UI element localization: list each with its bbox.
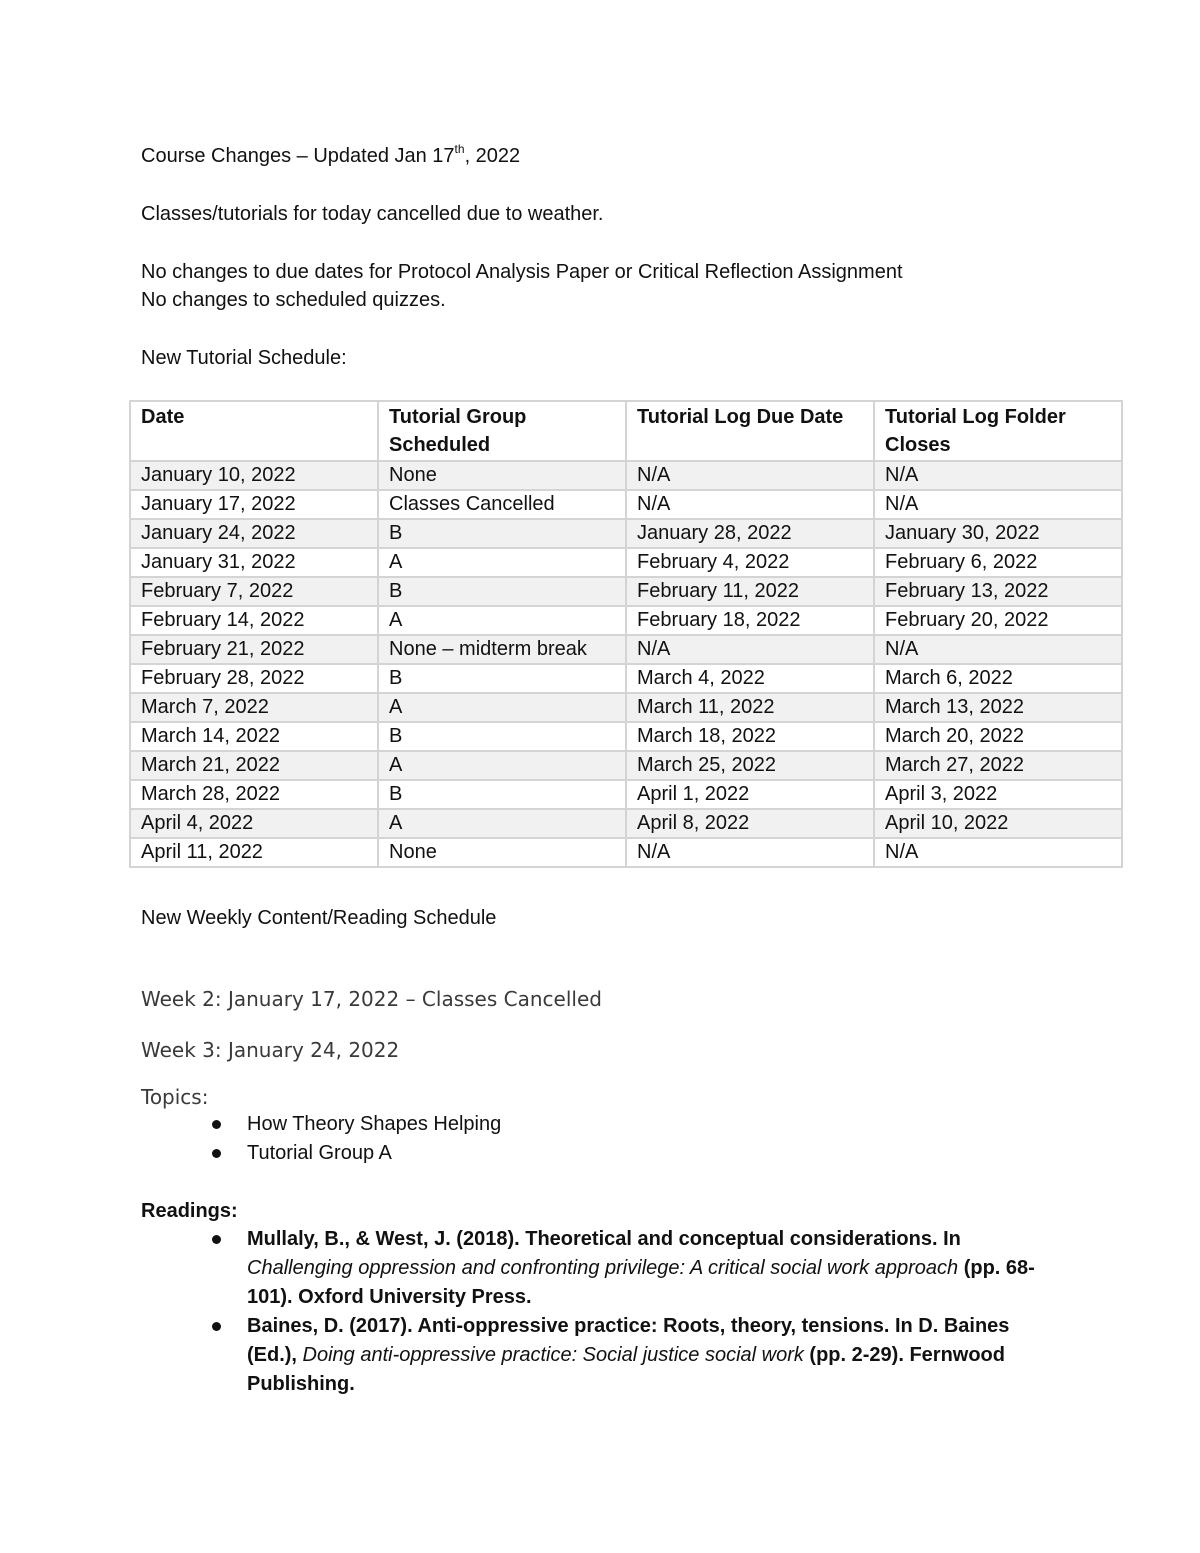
table-cell: February 7, 2022 [130,577,378,606]
table-row [130,751,1122,780]
table-cell: B [378,722,626,751]
table-cell: March 27, 2022 [874,751,1122,780]
table-cell: January 31, 2022 [130,548,378,577]
table-cell: January 24, 2022 [130,519,378,548]
table-cell: March 7, 2022 [130,693,378,722]
table-cell: N/A [874,635,1122,664]
table-row [130,490,1122,519]
tutorial-schedule-heading: New Tutorial Schedule: [141,347,347,369]
table-cell: January 30, 2022 [874,519,1122,548]
week-3-heading: Week 3: January 24, 2022 [141,1038,400,1062]
bullet-icon [212,1120,221,1129]
reading-title: Doing anti-oppressive practice: Social justice social work [302,1344,804,1366]
table-cell: March 18, 2022 [626,722,874,751]
table-row [130,722,1122,751]
title-text: Course Changes – Updated Jan 17 [141,145,455,167]
table-cell: N/A [626,838,874,867]
table-cell: January 17, 2022 [130,490,378,519]
table-cell: B [378,577,626,606]
table-cell: A [378,809,626,838]
table-cell: March 11, 2022 [626,693,874,722]
table-cell: February 18, 2022 [626,606,874,635]
table-cell: April 11, 2022 [130,838,378,867]
table-cell: January 10, 2022 [130,461,378,490]
table-row [130,809,1122,838]
table-cell: February 4, 2022 [626,548,874,577]
table-cell: A [378,548,626,577]
table-cell: B [378,519,626,548]
table-cell: February 11, 2022 [626,577,874,606]
table-cell: March 25, 2022 [626,751,874,780]
table-row [130,635,1122,664]
table-cell: March 14, 2022 [130,722,378,751]
table-cell: March 21, 2022 [130,751,378,780]
table-row [130,606,1122,635]
table-cell: February 21, 2022 [130,635,378,664]
table-row [130,519,1122,548]
table-cell: N/A [874,490,1122,519]
bullet-icon [212,1322,221,1331]
table-cell: March 28, 2022 [130,780,378,809]
column-header-log-due: Tutorial Log Due Date [626,401,874,461]
table-cell: None [378,838,626,867]
table-row [130,780,1122,809]
table-cell: A [378,606,626,635]
table-cell: February 14, 2022 [130,606,378,635]
table-cell: B [378,780,626,809]
title-year: , 2022 [464,145,521,167]
list-item: Tutorial Group A [200,1139,501,1168]
table-cell: February 13, 2022 [874,577,1122,606]
reading-title: Challenging oppression and confronting privilege: A critical social work approach [247,1257,959,1279]
table-cell: February 20, 2022 [874,606,1122,635]
table-cell: April 8, 2022 [626,809,874,838]
table-cell: N/A [626,490,874,519]
column-header-date: Date [130,401,378,461]
table-cell: None – midterm break [378,635,626,664]
table-cell: April 10, 2022 [874,809,1122,838]
table-cell: A [378,751,626,780]
list-item: Mullaly, B., & West, J. (2018). Theoretical and conceptual considerations. In Challenging oppression and confronting privilege: A critical social work approach (pp. 68-101). Oxford University Press. [200,1225,1060,1312]
page-title [141,142,520,172]
table-cell: April 1, 2022 [626,780,874,809]
column-header-group: Tutorial Group Scheduled [378,401,626,461]
table-cell: March 6, 2022 [874,664,1122,693]
bullet-icon [212,1235,221,1244]
table-cell: N/A [626,635,874,664]
topics-label: Topics: [141,1085,209,1109]
table-cell: February 6, 2022 [874,548,1122,577]
table-cell: A [378,693,626,722]
table-cell: January 28, 2022 [626,519,874,548]
week-2-heading: Week 2: January 17, 2022 – Classes Cancelled [141,987,602,1011]
title-superscript: th [454,142,465,156]
list-item: Baines, D. (2017). Anti-oppressive practice: Roots, theory, tensions. In D. Baines (Ed.), Doing anti-oppressive practice: Social justice social work (pp. 2-29). Fernwood Publishing. [200,1312,1060,1399]
readings-list [200,1225,1060,1399]
table-row [130,693,1122,722]
weekly-schedule-heading: New Weekly Content/Reading Schedule [141,907,497,929]
tutorial-schedule-table [129,400,1123,868]
table-row [130,461,1122,490]
table-cell: April 3, 2022 [874,780,1122,809]
table-row [130,548,1122,577]
table-cell: B [378,664,626,693]
table-cell: April 4, 2022 [130,809,378,838]
column-header-folder-closes: Tutorial Log Folder Closes [874,401,1122,461]
table-cell: February 28, 2022 [130,664,378,693]
table-header-row [130,401,1122,461]
due-date-notice: No changes to due dates for Protocol Analysis Paper or Critical Reflection Assignment [141,261,903,283]
table-cell: Classes Cancelled [378,490,626,519]
table-cell: N/A [626,461,874,490]
table-cell: March 13, 2022 [874,693,1122,722]
cancellation-notice: Classes/tutorials for today cancelled due to weather. [141,203,604,225]
table-row [130,577,1122,606]
table-row [130,664,1122,693]
topics-list [200,1110,501,1168]
table-row [130,838,1122,867]
table-cell: March 4, 2022 [626,664,874,693]
table-cell: March 20, 2022 [874,722,1122,751]
table-cell: None [378,461,626,490]
readings-label: Readings: [141,1200,238,1222]
table-cell: N/A [874,461,1122,490]
quiz-notice: No changes to scheduled quizzes. [141,289,446,311]
table-cell: N/A [874,838,1122,867]
list-item: How Theory Shapes Helping [200,1110,501,1139]
bullet-icon [212,1149,221,1158]
